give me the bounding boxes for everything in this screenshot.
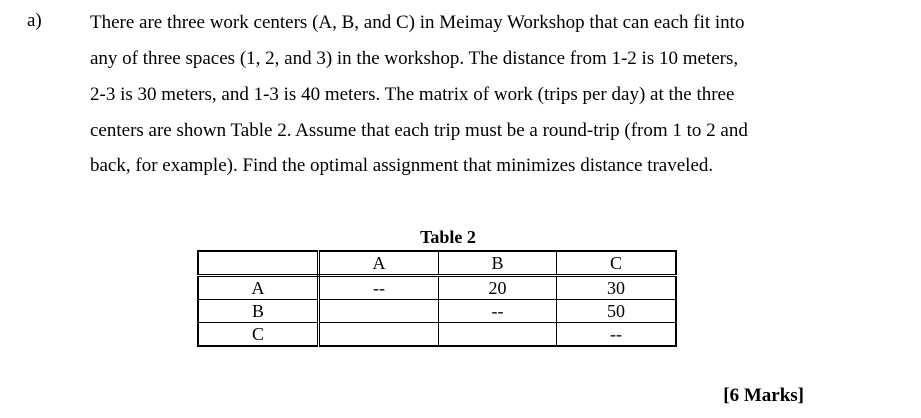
question-label: a) [27,10,42,31]
table-row-label: B [198,300,319,323]
question-line: back, for example). Find the optimal assignment that minimizes distance traveled. [90,155,714,176]
table-cell: 30 [557,276,677,300]
work-matrix-table [197,250,677,347]
table-caption: Table 2 [420,227,476,247]
table-row [198,276,676,300]
table-cell [439,323,557,347]
question-line: centers are shown Table 2. Assume that each trip must be a round-trip (from 1 to 2 and [90,120,748,141]
table-cell: -- [319,276,439,300]
table-row [198,323,676,347]
table-row [198,300,676,323]
question-line: There are three work centers (A, B, and C) in Meimay Workshop that can each fit into [90,12,745,33]
table-cell [319,300,439,323]
table-cell [319,323,439,347]
marks-label: [6 Marks] [723,385,804,406]
table-row-label: A [198,276,319,300]
question-line: any of three spaces (1, 2, and 3) in the workshop. The distance from 1-2 is 10 meters, [90,48,739,69]
table-cell: -- [439,300,557,323]
question-line: 2-3 is 30 meters, and 1-3 is 40 meters. The matrix of work (trips per day) at the three [90,84,735,105]
table-header-cell: B [439,251,557,276]
table-header-row [198,251,676,276]
table-cell: 20 [439,276,557,300]
table-cell: -- [557,323,677,347]
table-header-cell: A [319,251,439,276]
table-header-cell [198,251,319,276]
table-row-label: C [198,323,319,347]
table-header-cell: C [557,251,677,276]
table-cell: 50 [557,300,677,323]
